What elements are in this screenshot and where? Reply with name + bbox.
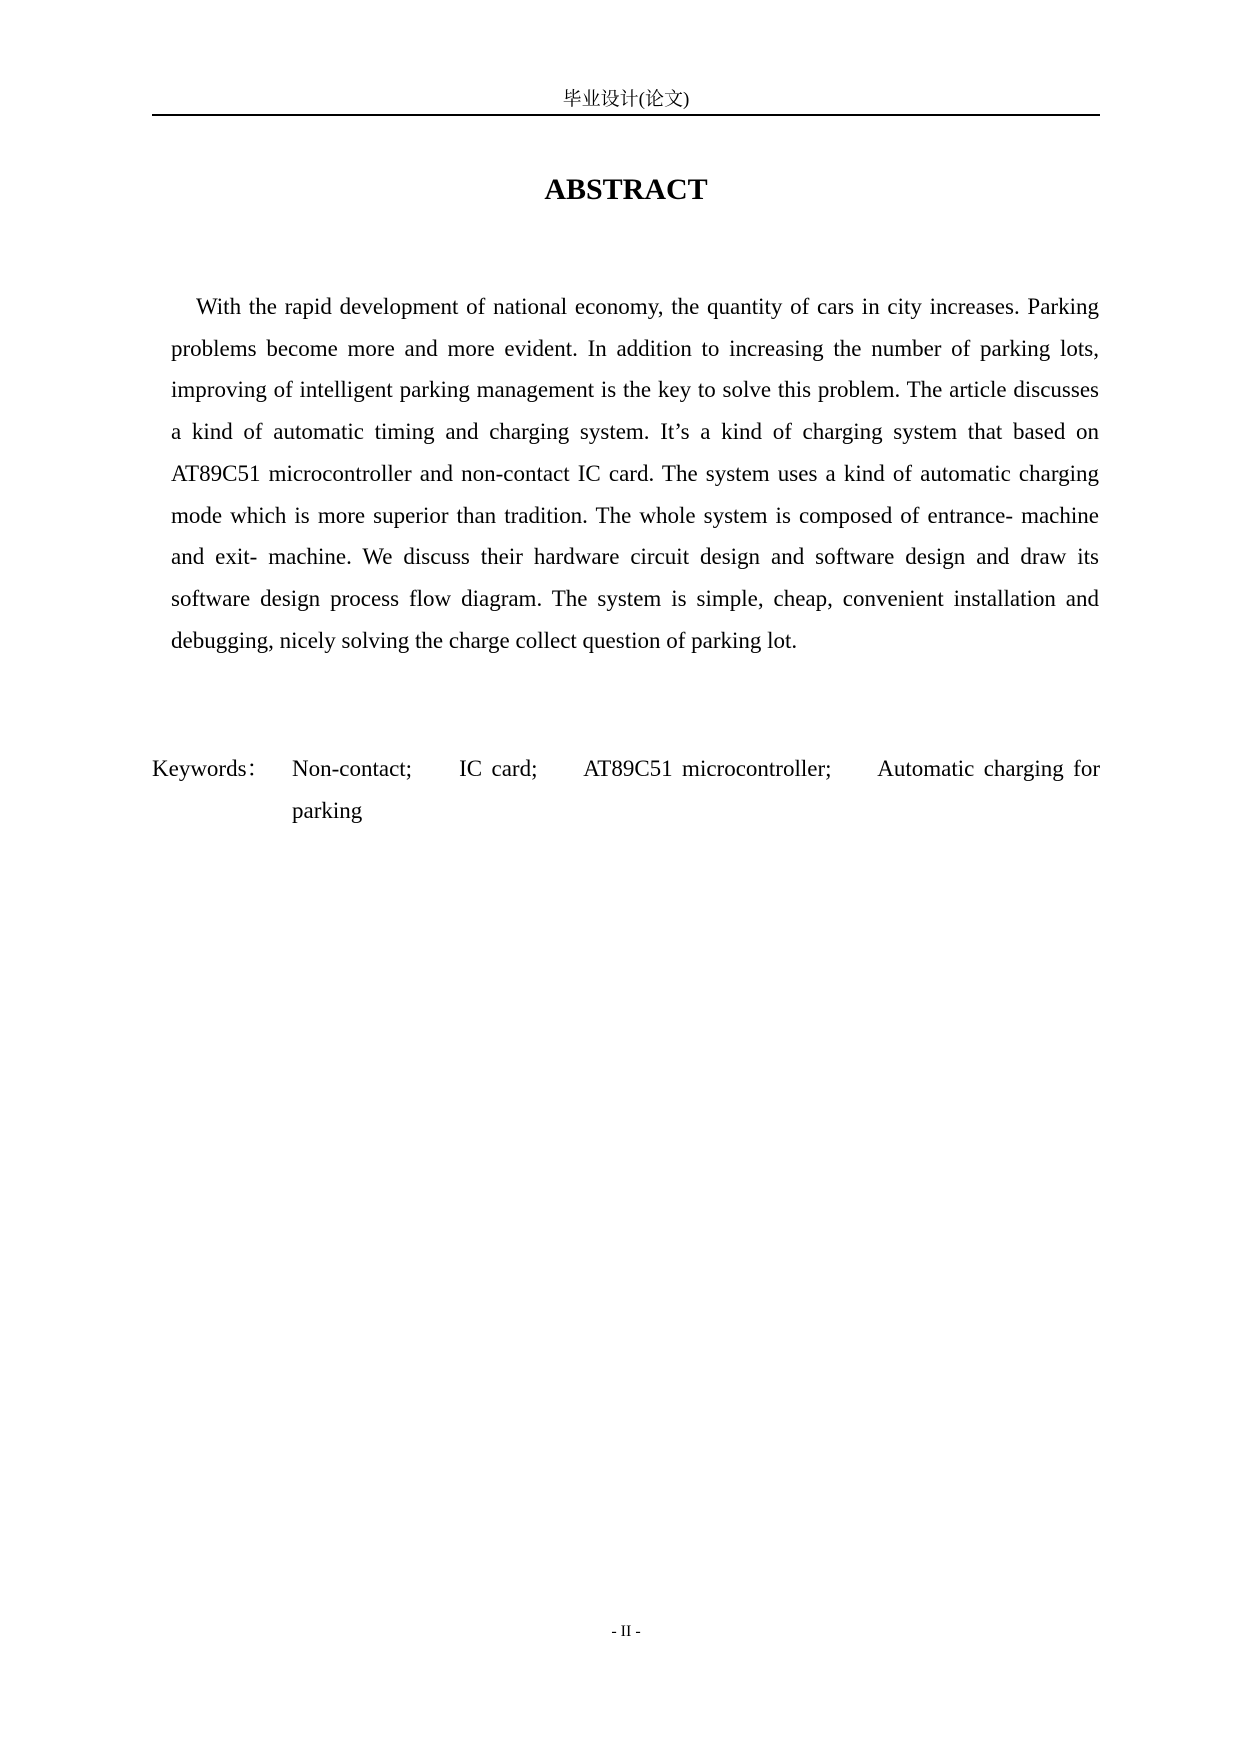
keyword-item: IC card; bbox=[459, 756, 538, 781]
keywords-list bbox=[292, 748, 1100, 831]
abstract-title: ABSTRACT bbox=[544, 173, 708, 206]
keywords-label: Keywords： bbox=[152, 756, 270, 781]
page-header: 毕业设计(论文) bbox=[562, 89, 690, 110]
keyword-item: Automatic charging for parking bbox=[292, 756, 1100, 823]
keyword-item: AT89C51 microcontroller; bbox=[583, 756, 832, 781]
keyword-item: Non-contact; bbox=[292, 756, 413, 781]
page-number: - II - bbox=[611, 1623, 641, 1640]
keywords-section bbox=[152, 748, 1100, 831]
header-rule bbox=[152, 114, 1100, 116]
abstract-body: With the rapid development of national economy, the quantity of cars in city increases. Parking problems become more and more evident. In addition to increasing the number of parking lots, improving of intelligent parking management is the key to solve this problem. The article discusses a kind of automatic timing and charging system. It’s a kind of charging system that based on AT89C51 microcontroller and non-contact IC card. The system uses a kind of automatic charging mode which is more superior than tradition. The whole system is composed of entrance- machine and exit- machine. We discuss their hardware circuit design and software design and draw its software design process flow diagram. The system is simple, cheap, convenient installation and debugging, nicely solving the charge collect question of parking lot. bbox=[171, 294, 1099, 653]
